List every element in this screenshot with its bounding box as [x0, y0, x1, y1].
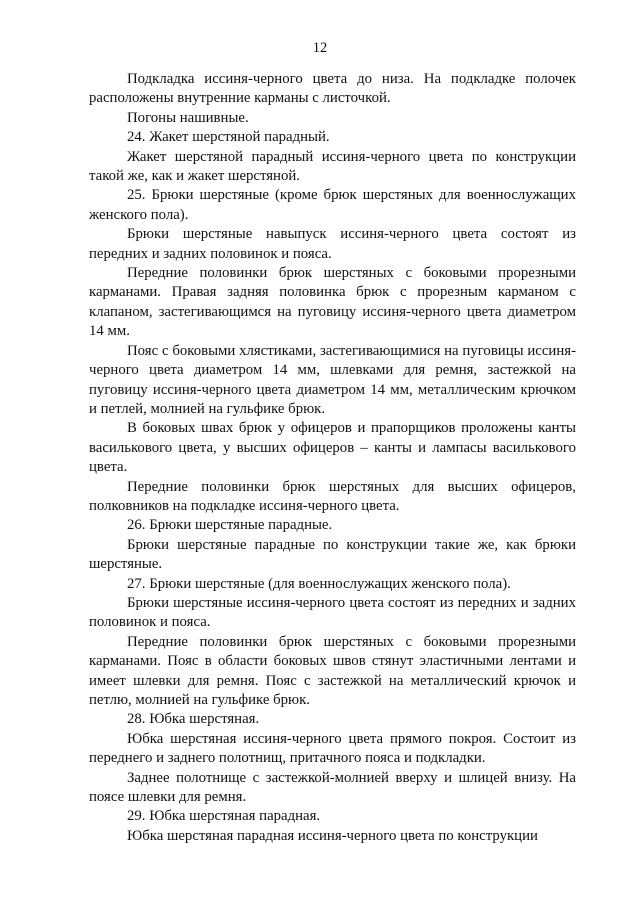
- item-heading-24: 24. Жакет шерстяной парадный.: [127, 129, 330, 146]
- paragraph-item-28-description: Юбка шерстяная иссиня-черного цвета прямого покроя. Состоит из переднего и заднего полотнищ, притачного пояса и подкладки.: [89, 730, 576, 767]
- paragraph-item-25-senior-officers: Передние половинки брюк шерстяных для высших офицеров, полковников на подкладке иссиня-черного цвета.: [89, 478, 576, 514]
- page-number: 12: [312, 40, 328, 56]
- paragraph-item-28-back-panel: Заднее полотнище с застежкой-молнией вверху и шлицей внизу. На поясе шлевки для ремня.: [89, 769, 576, 806]
- item-heading-27: 27. Брюки шерстяные (для военнослужащих женского пола).: [127, 575, 511, 592]
- paragraph-item-27-description: Брюки шерстяные иссиня-черного цвета состоят из передних и задних половинок и пояса.: [89, 594, 576, 631]
- item-heading-29: 29. Юбка шерстяная парадная.: [127, 808, 321, 825]
- paragraph-shoulder-straps: Погоны нашивные.: [127, 109, 249, 126]
- item-heading-25: 25. Брюки шерстяные (кроме брюк шерстяных для военнослужащих женского пола).: [89, 187, 576, 223]
- paragraph-item-29-description: Юбка шерстяная парадная иссиня-черного цвета по конструкции: [127, 827, 538, 844]
- paragraph-item-27-front-halves: Передние половинки брюк шерстяных с боковыми прорезными карманами. Пояс в области боковых швов стянут эластичными лентами и имеет шлевки для ремня. Пояс с застежкой на металлический крючок и петлю, молнией на гульфике брюк.: [89, 633, 576, 708]
- item-heading-26: 26. Брюки шерстяные парадные.: [127, 517, 333, 534]
- item-heading-28: 28. Юбка шерстяная.: [127, 711, 260, 728]
- paragraph-item-25-piping: В боковых швах брюк у офицеров и прапорщиков проложены канты василькового цвета, у высших офицеров – канты и лампасы василькового цвета.: [89, 420, 576, 476]
- paragraph-lining: Подкладка иссиня-черного цвета до низа. На подкладке полочек расположены внутренние карманы с листочкой.: [89, 71, 576, 107]
- paragraph-item-26-description: Брюки шерстяные парадные по конструкции такие же, как брюки шерстяные.: [89, 536, 576, 573]
- document-body: [89, 70, 576, 846]
- paragraph-item-25-belt: Пояс с боковыми хлястиками, застегивающимися на пуговицы иссиня-черного цвета диаметром 14 мм, шлевками для ремня, застежкой на пуговицу иссиня-черного цвета диаметром 14 мм, металлическим крючком и петлей, молнией на гульфике брюк.: [89, 342, 576, 417]
- paragraph-item-25-front-halves: Передние половинки брюк шерстяных с боковыми прорезными карманами. Правая задняя половинка брюк с прорезным карманом с клапаном, застегивающимся на пуговицу иссиня-черного цвета диаметром 14 мм.: [89, 265, 576, 340]
- paragraph-item-25-description: Брюки шерстяные навыпуск иссиня-черного цвета состоят из передних и задних половинок и пояса.: [89, 226, 576, 262]
- paragraph-item-24-description: Жакет шерстяной парадный иссиня-черного цвета по конструкции такой же, как и жакет шерстяной.: [89, 148, 576, 185]
